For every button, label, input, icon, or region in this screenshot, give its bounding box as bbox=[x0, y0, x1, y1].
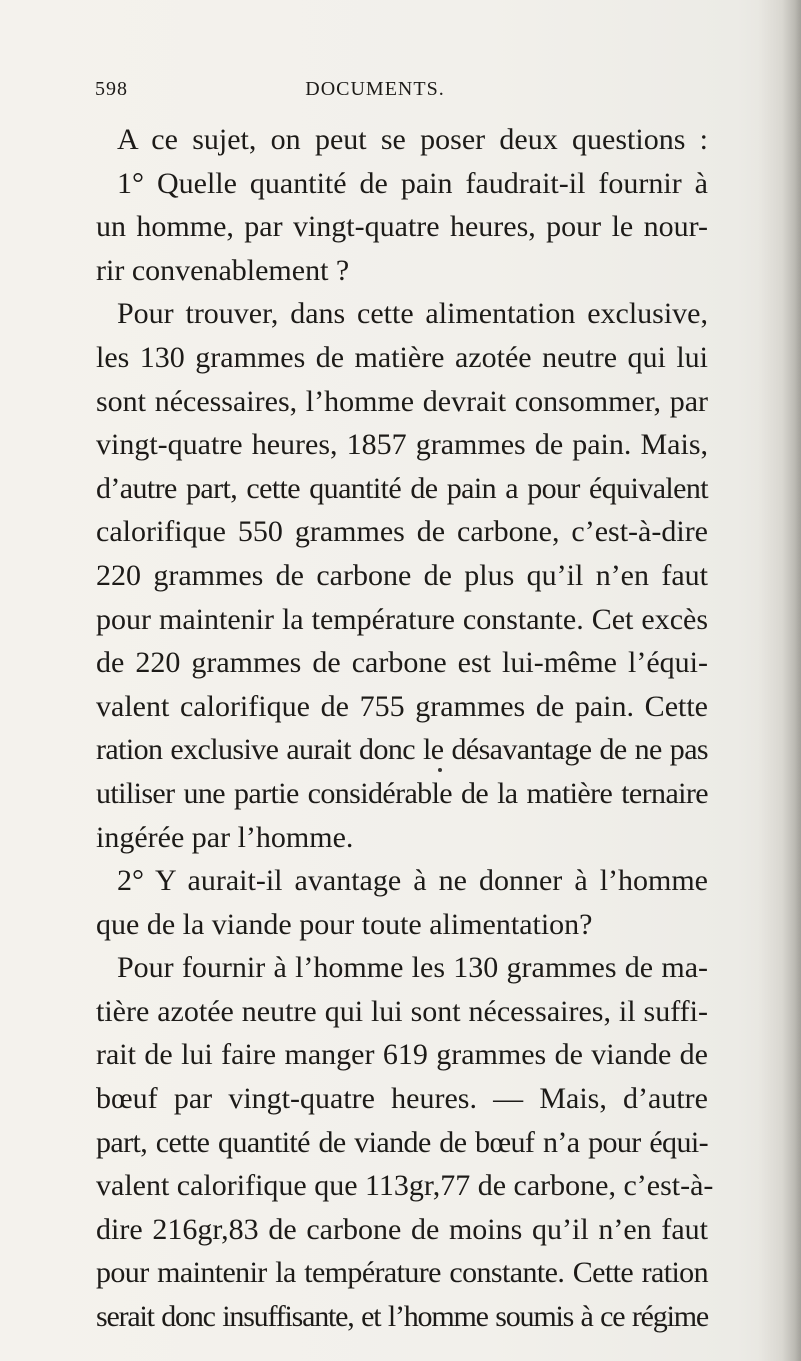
text-line: tière azotée neutre qui lui sont nécessaires, il suffi- bbox=[96, 994, 708, 1028]
text-line: calorifique 550 grammes de carbone, c’est-à-dire bbox=[96, 515, 708, 549]
text-line: A ce sujet, on peut se poser deux questions : bbox=[117, 123, 708, 156]
text-line: rait de lui faire manger 619 grammes de viande de bbox=[96, 1038, 708, 1072]
running-title: DOCUMENTS. bbox=[305, 78, 445, 100]
text-line: utiliser une partie considérable de la matière ternaire bbox=[96, 776, 708, 810]
print-speck bbox=[438, 768, 442, 772]
text-line: un homme, par vingt-quatre heures, pour le nour- bbox=[96, 210, 708, 244]
text-line: valent calorifique de 755 grammes de pain. Cette bbox=[96, 689, 708, 723]
text-line: rir convenablement ? bbox=[96, 253, 350, 287]
text-line: part, cette quantité de viande de bœuf n’a pour équi- bbox=[96, 1125, 708, 1159]
text-line: 220 grammes de carbone de plus qu’il n’en faut bbox=[96, 558, 708, 592]
text-line: de 220 grammes de carbone est lui-même l’équi- bbox=[96, 646, 708, 680]
text-line: 1° Quelle quantité de pain faudrait-il fournir à bbox=[117, 166, 708, 200]
text-line: pour maintenir la température constante. Cet excès bbox=[96, 602, 708, 636]
text-line: pour maintenir la température constante. Cette ration bbox=[96, 1256, 708, 1290]
text-line: d’autre part, cette quantité de pain a pour équivalent bbox=[96, 471, 708, 505]
book-gutter-shadow bbox=[759, 0, 801, 1361]
text-line: que de la viande pour toute alimentation? bbox=[96, 907, 593, 941]
text-line: ration exclusive aurait donc le désavantage de ne pas bbox=[96, 733, 708, 767]
text-line: les 130 grammes de matière azotée neutre qui lui bbox=[96, 340, 708, 374]
text-line: ingérée par l’homme. bbox=[96, 820, 354, 854]
page-header bbox=[95, 78, 655, 108]
text-line: sont nécessaires, l’homme devrait consommer, par bbox=[96, 384, 708, 418]
text-line: 2° Y aurait-il avantage à ne donner à l’homme bbox=[117, 864, 708, 898]
text-line: serait donc insuffisante, et l’homme soumis à ce régime bbox=[96, 1300, 708, 1334]
body-text bbox=[96, 118, 714, 1339]
text-line: dire 216gr,83 de carbone de moins qu’il n’en faut bbox=[96, 1212, 708, 1246]
page-number: 598 bbox=[95, 78, 128, 100]
text-line: vingt-quatre heures, 1857 grammes de pain. Mais, bbox=[96, 428, 708, 462]
text-line: bœuf par vingt-quatre heures. — Mais, d’autre bbox=[96, 1082, 708, 1116]
text-line: valent calorifique que 113gr,77 de carbone, c’est-à- bbox=[96, 1169, 714, 1203]
text-line: Pour fournir à l’homme les 130 grammes de ma- bbox=[117, 951, 708, 985]
text-line: Pour trouver, dans cette alimentation exclusive, bbox=[117, 297, 708, 331]
